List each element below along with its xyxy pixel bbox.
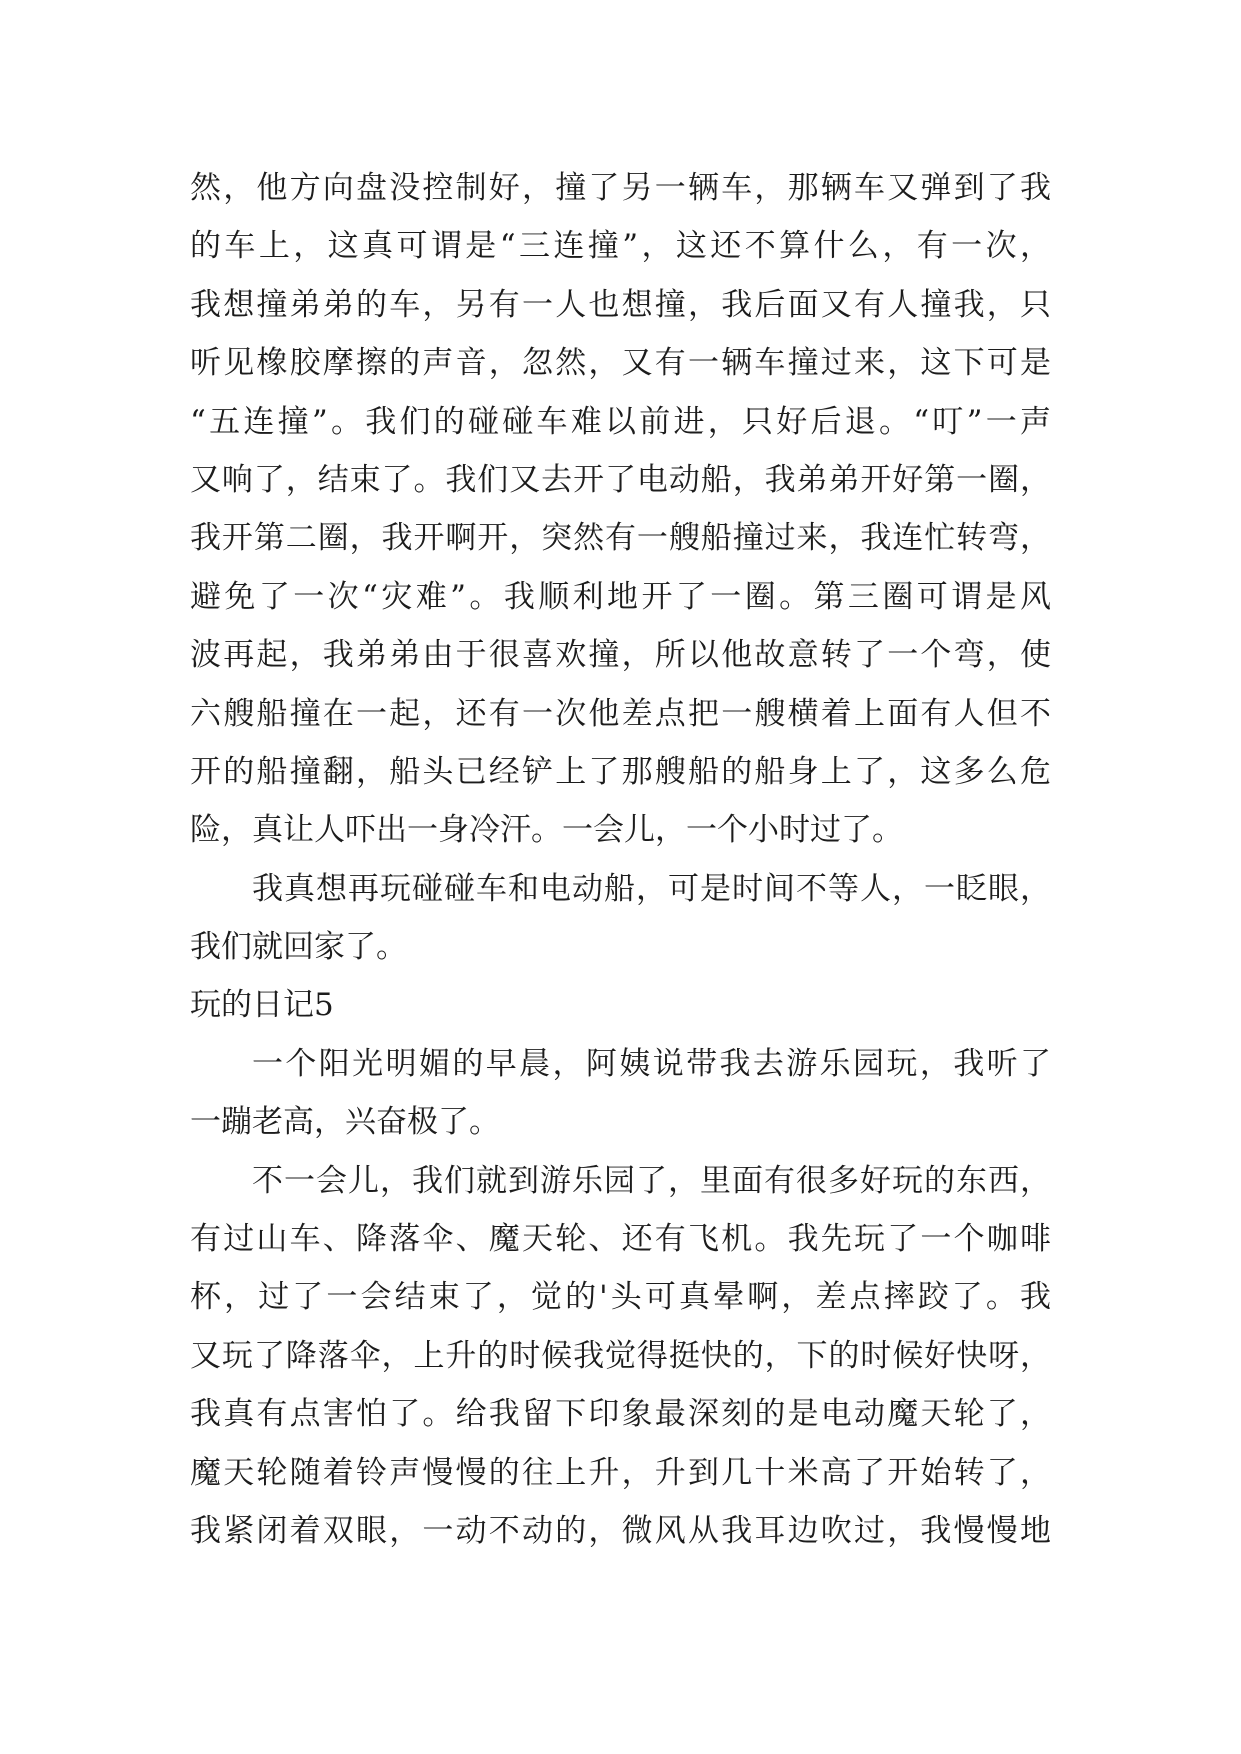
text-line: “五连撞”。我们的碰碰车难以前进，只好后退。“叮”一声 <box>190 403 1051 440</box>
paragraph <box>190 1035 1051 1152</box>
text-line: 我们就回家了。 <box>190 929 407 966</box>
text-line: 我真有点害怕了。给我留下印象最深刻的是电动魔天轮了， <box>190 1396 1051 1433</box>
text-line: 又响了，结束了。我们又去开了电动船，我弟弟开好第一圈， <box>190 461 1051 498</box>
paragraph <box>190 159 1051 860</box>
text-line: 六艘船撞在一起，还有一次他差点把一艘横着上面有人但不 <box>190 695 1051 732</box>
text-line: 不一会儿，我们就到游乐园了，里面有很多好玩的东西， <box>252 1162 1051 1199</box>
text-line: 避免了一次“灾难”。我顺利地开了一圈。第三圈可谓是风 <box>190 578 1051 615</box>
text-line: 我开第二圈，我开啊开，突然有一艘船撞过来，我连忙转弯， <box>190 520 1051 557</box>
text-line: 一蹦老高，兴奋极了。 <box>190 1104 500 1141</box>
text-line: 听见橡胶摩擦的声音，忽然，又有一辆车撞过来，这下可是 <box>190 345 1051 382</box>
text-line: 险，真让人吓出一身冷汗。一会儿，一个小时过了。 <box>190 812 903 849</box>
paragraph <box>190 860 1051 977</box>
text-line: 魔天轮随着铃声慢慢的往上升，升到几十米高了开始转了， <box>190 1454 1051 1491</box>
text-line: 一个阳光明媚的早晨，阿姨说带我去游乐园玩，我听了 <box>252 1045 1051 1082</box>
text-line: 的车上，这真可谓是“三连撞”，这还不算什么，有一次， <box>190 228 1051 265</box>
text-line: 然，他方向盘没控制好，撞了另一辆车，那辆车又弹到了我 <box>190 170 1051 206</box>
text-line: 有过山车、降落伞、魔天轮、还有飞机。我先玩了一个咖啡 <box>190 1221 1051 1258</box>
text-line: 又玩了降落伞，上升的时候我觉得挺快的，下的时候好快呀， <box>190 1337 1051 1374</box>
text-line: 开的船撞翻，船头已经铲上了那艘船的船身上了，这多么危 <box>190 753 1051 790</box>
text-line: 杯，过了一会结束了，觉的'头可真晕啊，差点摔跤了。我 <box>190 1279 1051 1316</box>
text-body <box>190 159 1051 1560</box>
entry-title: 玩的日记5 <box>190 987 334 1024</box>
paragraph <box>190 1152 1051 1561</box>
text-line: 我想撞弟弟的车，另有一人也想撞，我后面又有人撞我，只 <box>190 286 1051 323</box>
text-line: 波再起，我弟弟由于很喜欢撞，所以他故意转了一个弯，使 <box>190 637 1051 674</box>
text-line: 我紧闭着双眼，一动不动的，微风从我耳边吹过，我慢慢地 <box>190 1512 1051 1549</box>
text-line: 我真想再玩碰碰车和电动船，可是时间不等人，一眨眼， <box>252 870 1051 907</box>
